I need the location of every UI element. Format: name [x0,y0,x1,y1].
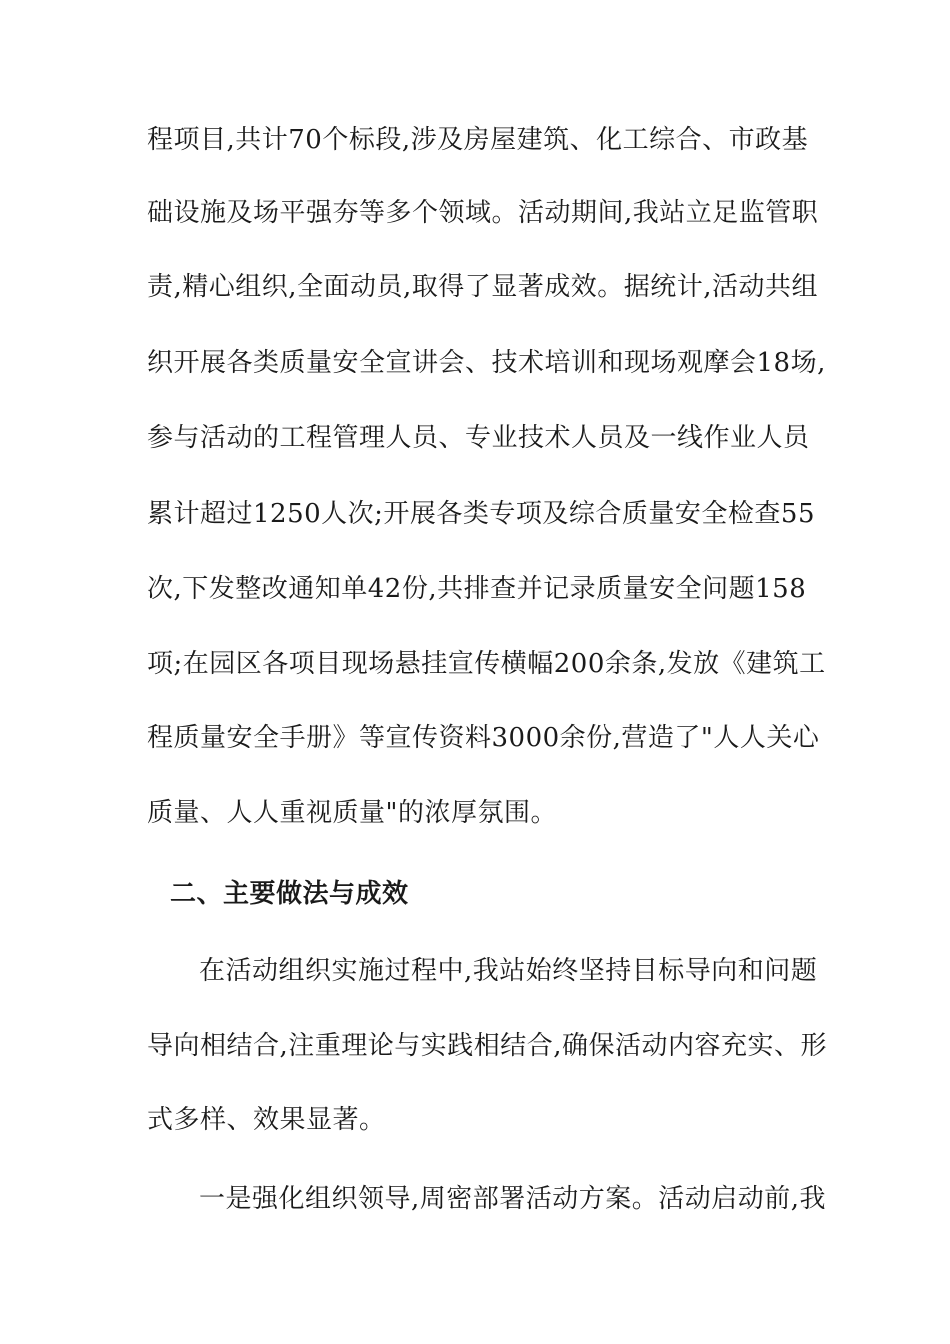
paragraph-line: 程项目,共计70个标段,涉及房屋建筑、化工综合、市政基 [147,125,809,155]
paragraph-line: 导向相结合,注重理论与实践相结合,确保活动内容充实、形 [147,1031,828,1061]
paragraph-line: 织开展各类质量安全宣讲会、技术培训和现场观摩会18场, [147,348,826,378]
paragraph-line: 程质量安全手册》等宣传资料3000余份,营造了"人人关心 [147,723,820,753]
section-heading: 二、主要做法与成效 [170,879,409,909]
paragraph-line: 础设施及场平强夯等多个领域。活动期间,我站立足监管职 [147,198,819,228]
paragraph-line: 式多样、效果显著。 [147,1105,386,1135]
paragraph-line: 一是强化组织领导,周密部署活动方案。活动启动前,我 [199,1184,827,1214]
paragraph-line: 在活动组织实施过程中,我站始终坚持目标导向和问题 [199,956,818,986]
paragraph-line: 累计超过1250人次;开展各类专项及综合质量安全检查55 [147,499,816,529]
paragraph-line: 质量、人人重视质量"的浓厚氛围。 [147,798,557,828]
paragraph-line: 参与活动的工程管理人员、专业技术人员及一线作业人员 [147,423,810,453]
paragraph-line: 次,下发整改通知单42份,共排查并记录质量安全问题158 [147,574,807,604]
paragraph-line: 项;在园区各项目现场悬挂宣传横幅200余条,发放《建筑工 [147,649,826,679]
paragraph-line: 责,精心组织,全面动员,取得了显著成效。据统计,活动共组 [147,272,819,302]
